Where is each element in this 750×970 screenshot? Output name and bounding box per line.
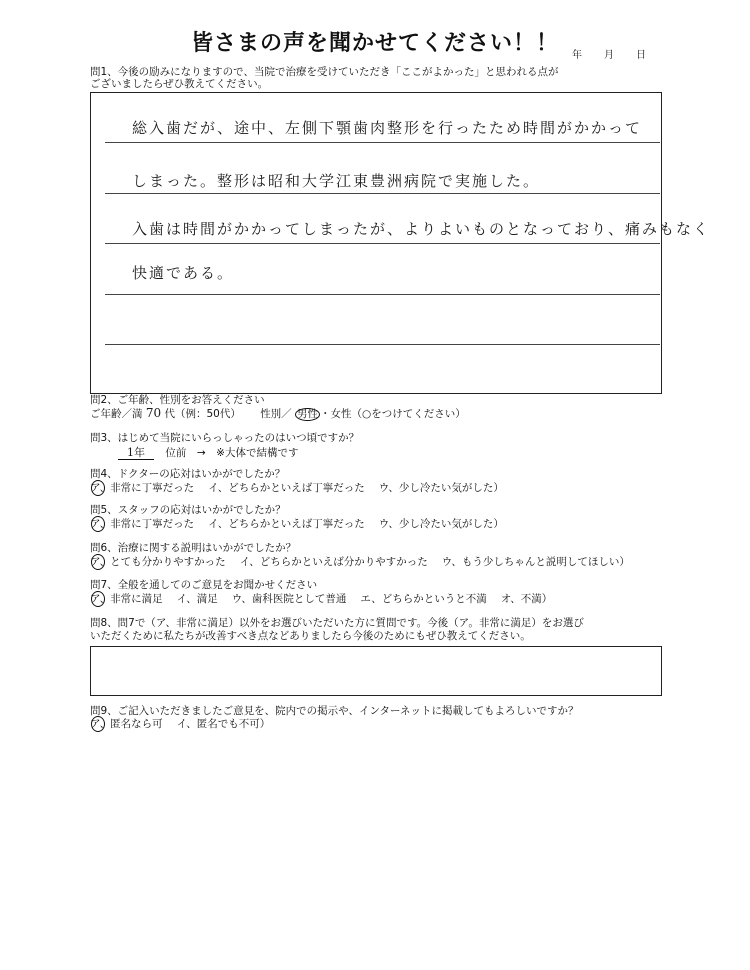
q2-sex-label: 性別／: [260, 408, 292, 420]
q7-option-c[interactable]: ウ、歯科医院として普通: [231, 593, 347, 605]
q1-answer-line-4: 快適である。: [132, 264, 235, 282]
q7-option-a-selected[interactable]: ア、非常に満足: [90, 593, 163, 605]
q2-age-value: 70: [145, 406, 162, 420]
q7-option-b[interactable]: イ、満足: [176, 593, 218, 605]
q1-rule-4: [105, 294, 660, 295]
q6-selection-circle: [91, 554, 105, 570]
date-day-label: 日: [636, 50, 646, 61]
q1-prompt-line2: ございましたらぜひ教えてください。: [90, 78, 269, 90]
q9-option-a-selected[interactable]: ア、匿名なら可: [90, 718, 163, 730]
page-title: 皆さまの声を聞かせてください！！: [190, 31, 559, 56]
q5-option-b[interactable]: イ、どちらかといえば丁寧だった: [208, 518, 365, 530]
q1-prompt-line1: 問1、今後の励みになりますので、当院で治療を受けていただき「ここがよかった」と思われる点が: [90, 66, 559, 78]
q4-title: 問4、ドクターの応対はいかがでしたか？: [90, 468, 286, 480]
date-month-label: 月: [604, 50, 614, 61]
q4-option-c[interactable]: ウ、少し冷たい気がした）: [378, 482, 504, 494]
q7-title: 問7、全般を通してのご意見をお聞かせください: [90, 579, 318, 591]
date-field: [572, 46, 646, 61]
q2-answer-row: [90, 407, 466, 421]
q9-option-b[interactable]: イ、匿名でも不可）: [176, 718, 271, 730]
date-year-label: 年: [572, 50, 582, 61]
q3-value: 1年: [118, 446, 154, 460]
q2-sep: ・: [320, 408, 331, 420]
q2-age-label: ご年齢／満: [90, 408, 143, 420]
q2-male-option-circled[interactable]: 男性: [297, 408, 319, 420]
q4-options: [90, 482, 518, 495]
q5-option-c[interactable]: ウ、少し冷たい気がした）: [378, 518, 504, 530]
q7-options: [90, 593, 566, 606]
q2-female-option[interactable]: 女性（○をつけてください）: [330, 408, 466, 420]
q5-selection-circle: [91, 516, 105, 532]
q6-option-b[interactable]: イ、どちらかといえば分かりやすかった: [239, 556, 428, 568]
q6-options: [90, 556, 644, 569]
q8-prompt-line1: 問8、問7で（ア、非常に満足）以外をお選びいただいた方に質問です。今後（ア。非常に満足）をお選び: [90, 617, 584, 629]
q1-rule-5: [105, 344, 660, 345]
q2-title: 問2、ご年齢、性別をお答えください: [90, 394, 265, 406]
q7-option-e[interactable]: オ、不満）: [500, 593, 553, 605]
q5-option-a-selected[interactable]: ア、非常に丁寧だった: [90, 518, 195, 530]
q9-options: [90, 718, 284, 731]
q1-rule-1: [105, 142, 660, 143]
q8-answer-box[interactable]: [90, 646, 662, 696]
q6-option-a-selected[interactable]: ア、とても分かりやすかった: [90, 556, 226, 568]
q8-prompt-line2: いただくために私たちが改善すべき点などありましたら今後のためにもぜひ教えてください。: [90, 630, 531, 642]
q3-suffix: 位前 → ※大体で結構です: [165, 447, 299, 459]
q4-option-b[interactable]: イ、どちらかといえば丁寧だった: [208, 482, 365, 494]
q6-option-c[interactable]: ウ、もう少しちゃんと説明してほしい）: [441, 556, 630, 568]
q4-option-a-selected[interactable]: ア、非常に丁寧だった: [90, 482, 195, 494]
q2-age-unit: 代（例：50代）: [164, 408, 241, 420]
q5-options: [90, 518, 518, 531]
q3-answer-row: [118, 446, 298, 460]
q1-answer-line-2: しまった。整形は昭和大学江東豊洲病院で実施した。: [132, 172, 541, 190]
q1-answer-line-1: 総入歯だが、途中、左側下顎歯肉整形を行ったため時間がかかって: [132, 119, 643, 137]
q1-rule-2: [105, 193, 660, 194]
q1-rule-3: [105, 243, 660, 244]
q6-title: 問6、治療に関する説明はいかがでしたか？: [90, 542, 297, 554]
q9-title: 問9、ご記入いただきましたご意見を、院内での掲示や、インターネットに掲載してもよろしいですか？: [90, 705, 579, 717]
q5-title: 問5、スタッフの応対はいかがでしたか？: [90, 504, 286, 516]
q3-title: 問3、はじめて当院にいらっしゃったのはいつ頃ですか？: [90, 432, 360, 444]
q7-option-d[interactable]: エ、どちらかというと不満: [360, 593, 487, 605]
q1-answer-line-3: 入歯は時間がかかってしまったが、よりよいものとなっており、痛みもなく: [132, 220, 711, 238]
q9-selection-circle: [91, 716, 105, 732]
q4-selection-circle: [91, 480, 105, 496]
q7-selection-circle: [91, 591, 105, 607]
